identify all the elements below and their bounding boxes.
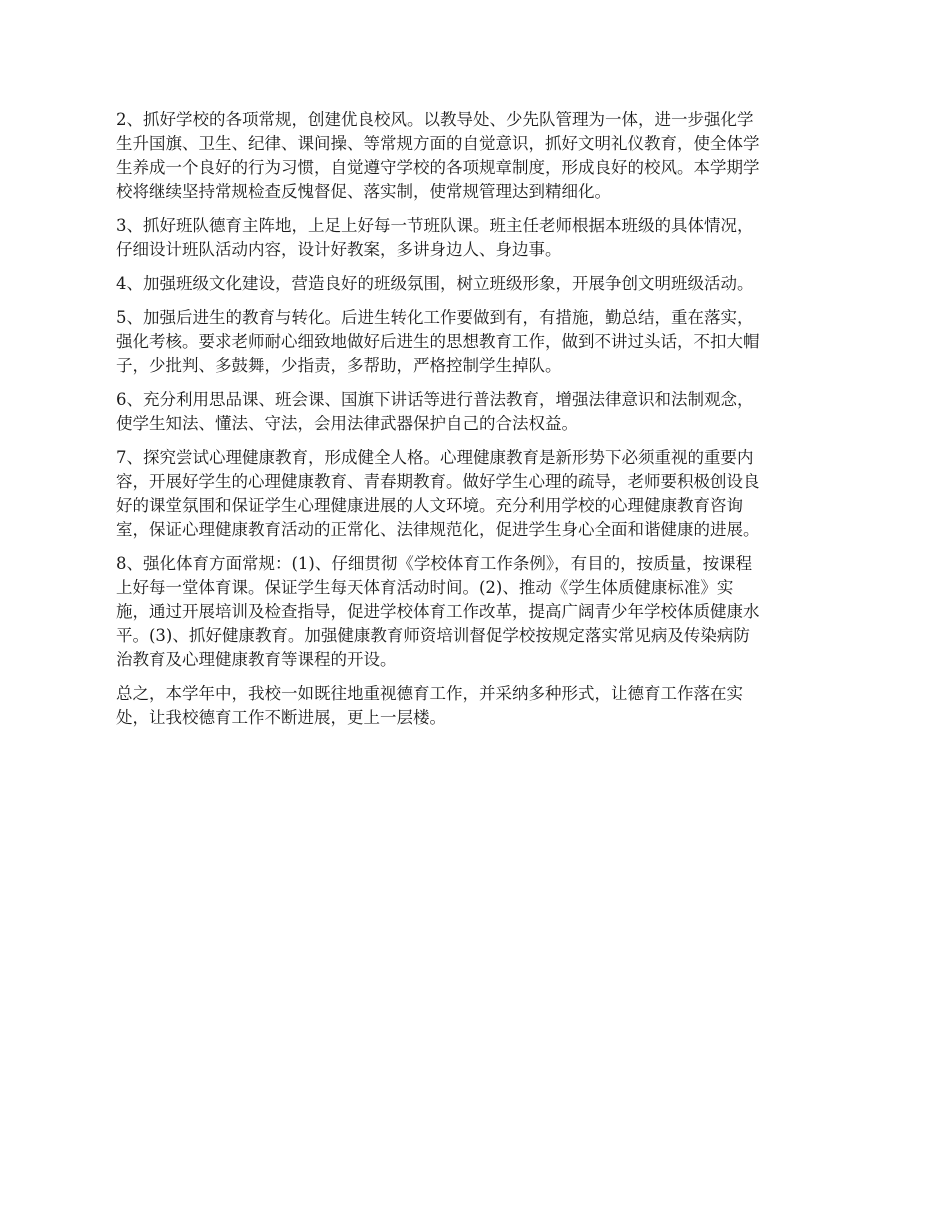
- paragraph-item-3: 3、抓好班队德育主阵地，上足上好每一节班队课。班主任老师根据本班级的具体情况， 仔细设计班队活动内容，设计好教案，多讲身边人、身边事。: [116, 216, 754, 259]
- paragraph-item-6: 6、充分利用思品课、班会课、国旗下讲话等进行普法教育，增强法律意识和法制观念， 使学生知法、懂法、守法，会用法律武器保护自己的合法权益。: [116, 390, 754, 433]
- paragraph-item-5: 5、加强后进生的教育与转化。后进生转化工作要做到有，有措施，勤总结，重在落实， 强化考核。要求老师耐心细致地做好后进生的思想教育工作，做到不讲过头话，不扣大帽 子，少批判、多鼓舞，少指责，多帮助，严格控制学生掉队。: [116, 308, 760, 375]
- paragraph-item-7: 7、探究尝试心理健康教育，形成健全人格。心理健康教育是新形势下必须重视的重要内 容，开展好学生的心理健康教育、青春期教育。做好学生心理的疏导，老师要积极创设良 好的课堂氛围和保证学生心理健康进展的人文环境。充分利用学校的心理健康教育咨询 室，保证心理健康教育活动的正常化、法律规范化，促进学生身心全面和谐健康的进展。: [116, 448, 760, 539]
- paragraph-item-2: 2、抓好学校的各项常规，创建优良校风。以教导处、少先队管理为一体，进一步强化学 生升国旗、卫生、纪律、课间操、等常规方面的自觉意识，抓好文明礼仪教育，使全体学 生养成一个良好的行为习惯，自觉遵守学校的各项规章制度，形成良好的校风。本学期学 校将继续坚持常规检查反愧督促、落实制，使常规管理达到精细化。: [116, 110, 760, 201]
- paragraph-item-4: 4、加强班级文化建设，营造良好的班级氛围，树立班级形象，开展争创文明班级活动。: [116, 274, 754, 293]
- paragraph-summary: 总之，本学年中，我校一如既往地重视德育工作，并采纳多种形式，让德育工作落在实 处，让我校德育工作不断进展，更上一层楼。: [116, 684, 743, 727]
- paragraph-item-8: 8、强化体育方面常规：(1)、仔细贯彻《学校体育工作条例》，有目的，按质量，按课程 上好每一堂体育课。保证学生每天体育活动时间。(2)、推动《学生体质健康标准》实 施，通过开展培训及检查指导，促进学校体育工作改革，提高广阔青少年学校体质健康水 平。(3)、抓好健康教育。加强健康教育师资培训督促学校按规定落实常见病及传染病防 治教育及心理健康教育等课程的开设。: [116, 554, 760, 669]
